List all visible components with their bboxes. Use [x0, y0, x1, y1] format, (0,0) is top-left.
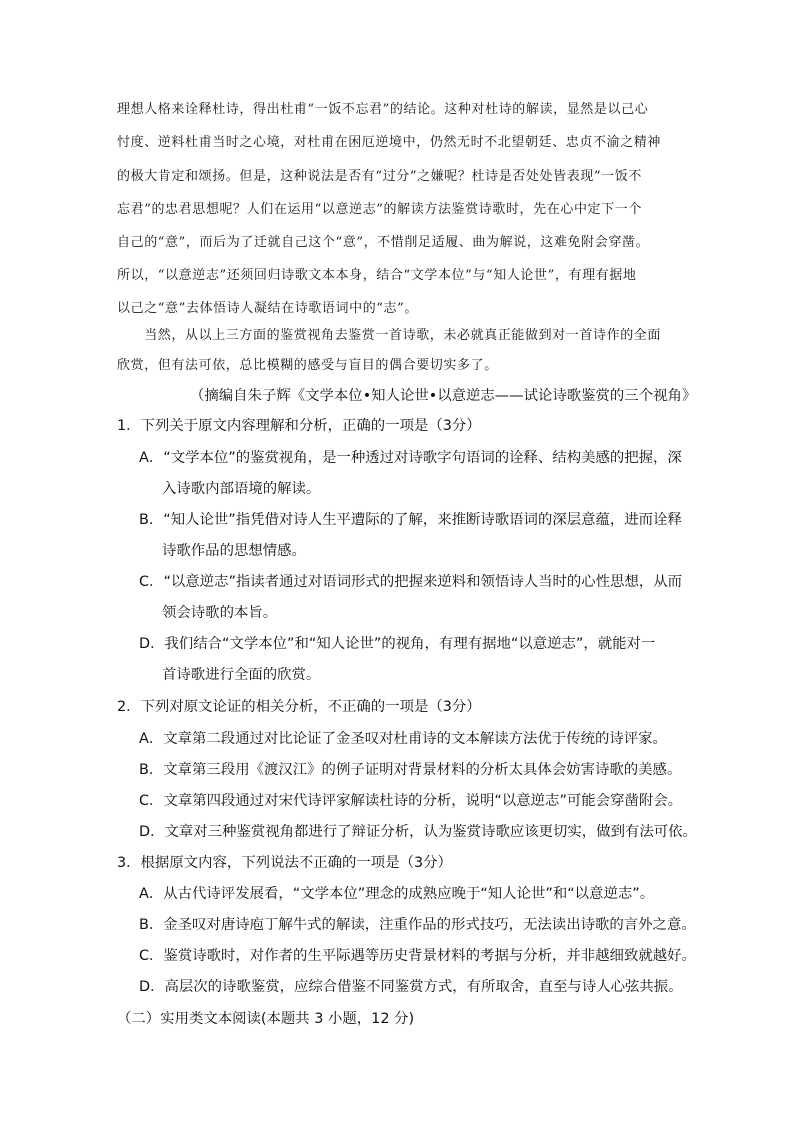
question-2-option-a: A．文章第二段通过对比论证了金圣叹对杜甫诗的文本解读方法优于传统的诗评家。: [139, 731, 667, 747]
question-3-option-b: B．金圣叹对唐诗庖丁解牛式的解读，注重作品的形式技巧，无法读出诗歌的言外之意。: [139, 917, 696, 933]
question-3-option-d: D．高层次的诗歌鉴赏，应综合借鉴不同鉴赏方式，有所取舍，直至与诗人心弦共振。: [139, 979, 683, 995]
question-2-option-d: D．文章对三种鉴赏视角都进行了辩证分析，认为鉴赏诗歌应该更切实，做到有法可依。: [139, 824, 697, 840]
passage-line: 所以，“以意逆志”还须回归诗歌文本本身，结合“文学本位”与“知人论世”，有理有据地: [117, 268, 637, 283]
question-1-option-d: D．我们结合“文学本位”和“知人论世”的视角，有理有据地“以意逆志”，就能对一: [139, 636, 656, 652]
question-1-option-a-cont: 入诗歌内部语境的解读。: [162, 481, 321, 497]
passage-line: 当然，从以上三方面的鉴赏视角去鉴赏一首诗歌，未必就真正能做到对一首诗作的全面: [117, 328, 662, 343]
question-1-option-b: B．“知人论世”指凭借对诗人生平遭际的了解，来推断诗歌语词的深层意蕴，进而诠释: [139, 512, 682, 528]
question-2-option-b: B．文章第三段用《渡汉江》的例子证明对背景材料的分析太具体会妨害诗歌的美感。: [139, 762, 682, 778]
passage-line: 欣赏，但有法可依，总比模糊的感受与盲目的偶合要切实多了。: [117, 358, 498, 373]
question-3-option-c: C．鉴赏诗歌时，对作者的生平际遇等历史背景材料的考据与分析，并非越细致就越好。: [139, 948, 696, 964]
question-3-option-a: A．从古代诗评发展看，“文学本位”理念的成熟应晚于“知人论世”和“以意逆志”。: [139, 886, 655, 902]
question-1-stem: 1．下列关于原文内容理解和分析，正确的一项是（3分）: [117, 418, 481, 434]
question-2-stem: 2．下列对原文论证的相关分析，不正确的一项是（3分）: [117, 699, 481, 715]
question-1-option-b-cont: 诗歌作品的思想情感。: [162, 543, 306, 559]
passage-source: （摘编自朱子辉《文学本位•知人论世•以意逆志——试论诗歌鉴赏的三个视角》: [190, 388, 697, 404]
question-1-option-c: C．“以意逆志”指读者通过对语词形式的把握来逆料和领悟诗人当时的心性思想，从而: [139, 574, 683, 590]
question-1-option-d-cont: 首诗歌进行全面的欣赏。: [162, 667, 321, 683]
question-2-option-c: C．文章第四段通过对宋代诗评家解读杜诗的分析，说明“以意逆志”可能会穿凿附会。: [139, 793, 683, 809]
passage-line: 忖度、逆料杜甫当时之心境，对杜甫在困厄逆境中，仍然无时不北望朝廷、忠贞不渝之精神: [117, 135, 662, 150]
passage-line: 的极大肯定和颂扬。但是，这种说法是否有“过分”之嫌呢？杜诗是否处处皆表现“一饭不: [117, 169, 642, 184]
question-1-option-c-cont: 领会诗歌的本旨。: [162, 605, 278, 621]
passage-line: 以己之“意”去体悟诗人凝结在诗歌语词中的“志”。: [117, 301, 418, 316]
question-3-stem: 3．根据原文内容，下列说法不正确的一项是（3分）: [117, 855, 452, 871]
section-heading: （二）实用类文本阅读(本题共 3 小题，12 分): [117, 1011, 415, 1027]
passage-line: 忘君”的忠君思想呢？人们在运用“以意逆志”的解读方法鉴赏诗歌时，先在心中定下一个: [117, 202, 642, 217]
passage-line: 自己的“意”，而后为了迁就自己这个“意”，不惜削足适履、曲为解说，这难免附会穿凿。: [117, 235, 650, 250]
passage-line: 理想人格来诠释杜诗，得出杜甫“一饭不忘君”的结论。这种对杜诗的解读，显然是以己心: [117, 102, 649, 117]
question-1-option-a: A．“文学本位”的鉴赏视角，是一种透过对诗歌字句语词的诠释、结构美感的把握，深: [139, 450, 682, 466]
